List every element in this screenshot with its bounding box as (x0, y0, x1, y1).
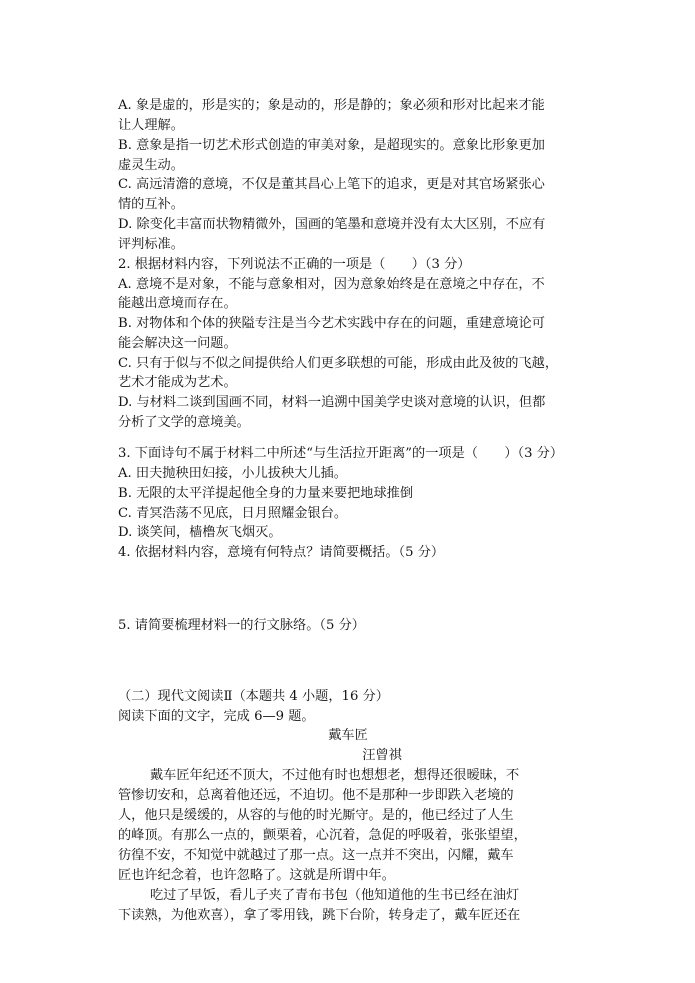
section2-instruction: 阅读下面的文字，完成 6—9 题。 (118, 709, 315, 724)
q2-option-c-line-1: C. 只有于似与不似之间提供给人们更多联想的可能，形成由此及彼的飞越， (118, 356, 559, 371)
q1-option-b-line-1: B. 意象是指一切艺术形式创造的审美对象，是超现实的。意象比形象更加 (118, 138, 545, 153)
q1-option-d-line-2: 评判标准。 (118, 237, 184, 252)
q2-option-a-line-1: A. 意境不是对象，不能与意象相对，因为意象始终是在意境之中存在，不 (118, 277, 545, 292)
q2-option-c-line-2: 艺术才能成为艺术。 (118, 375, 237, 390)
q1-option-c-line-2: 情的互补。 (118, 197, 184, 212)
q1-option-a-line-2: 让人理解。 (118, 118, 184, 133)
q3-option-d: D. 谈笑间，樯橹灰飞烟灭。 (118, 525, 282, 540)
paragraph1-line-2: 管惨切安和，总离着他还远，不迫切。他不是那种一步即跌入老境的 (118, 788, 514, 803)
q2-option-b-line-1: B. 对物体和个体的狭隘专注是当今艺术实践中存在的问题，重建意境论可 (118, 316, 545, 331)
story-title: 戴车匠 (328, 728, 368, 743)
paragraph1-line-3: 人，他只是缓缓的，从容的与他的时光厮守。是的，他已经过了人生 (118, 808, 514, 823)
paragraph2-line-1: 吃过了早饭，看儿子夹了青布书包（他知道他的生书已经在油灯 (150, 888, 520, 903)
q2-option-d-line-2: 分析了文学的意境美。 (118, 415, 250, 430)
q2-stem: 2. 根据材料内容，下列说法不正确的一项是（ ）（3 分） (118, 257, 471, 272)
paragraph1-line-4: 的峰顶。有那么一点的，颤栗着，心沉着，急促的呼吸着，张张望望， (118, 828, 527, 843)
q1-option-a-line-1: A. 象是虚的，形是实的；象是动的，形是静的；象必须和形对比起来才能 (118, 98, 545, 113)
paragraph1-line-5: 彷徨不安，不知觉中就越过了那一点。这一点并不突出，闪耀，戴车 (118, 848, 514, 863)
paragraph1-line-1: 戴车匠年纪还不顶大，不过他有时也想想老，想得还很暧昧，不 (150, 768, 520, 783)
story-author: 汪曾祺 (362, 748, 402, 763)
q3-stem: 3. 下面诗句不属于材料二中所述“与生活拉开距离”的一项是（ ）（3 分） (118, 446, 564, 461)
section2-heading: （二）现代文阅读Ⅱ（本题共 4 小题，16 分） (118, 689, 389, 704)
q1-option-c-line-1: C. 高远清澹的意境，不仅是董其昌心上笔下的追求，更是对其官场紧张心 (118, 177, 545, 192)
q3-option-a: A. 田夫抛秧田妇接，小儿拔秧大儿插。 (118, 466, 347, 481)
q1-option-b-line-2: 虚灵生动。 (118, 158, 184, 173)
q2-option-d-line-1: D. 与材料二谈到国画不同，材料一追溯中国美学史谈对意境的认识，但都 (118, 395, 546, 410)
q5-stem: 5. 请简要梳理材料一的行文脉络。（5 分） (118, 618, 365, 633)
paragraph1-line-6: 匠也许纪念着，也许忽略了。这就是所谓中年。 (118, 868, 395, 883)
q3-option-c: C. 青冥浩荡不见底，日月照耀金银台。 (118, 506, 348, 521)
paragraph2-line-2: 下读熟，为他欢喜），拿了零用钱，跳下台阶，转身走了，戴车匠还在 (118, 908, 521, 923)
q2-option-a-line-2: 能越出意境而存在。 (118, 296, 237, 311)
q1-option-d-line-1: D. 除变化丰富而状物精微外，国画的笔墨和意境并没有太大区别，不应有 (118, 217, 546, 232)
q3-option-b: B. 无限的太平洋提起他全身的力量来要把地球推倒 (118, 486, 414, 501)
q2-option-b-line-2: 能会解决这一问题。 (118, 336, 237, 351)
q4-stem: 4. 依据材料内容，意境有何特点？请简要概括。（5 分） (118, 545, 445, 560)
